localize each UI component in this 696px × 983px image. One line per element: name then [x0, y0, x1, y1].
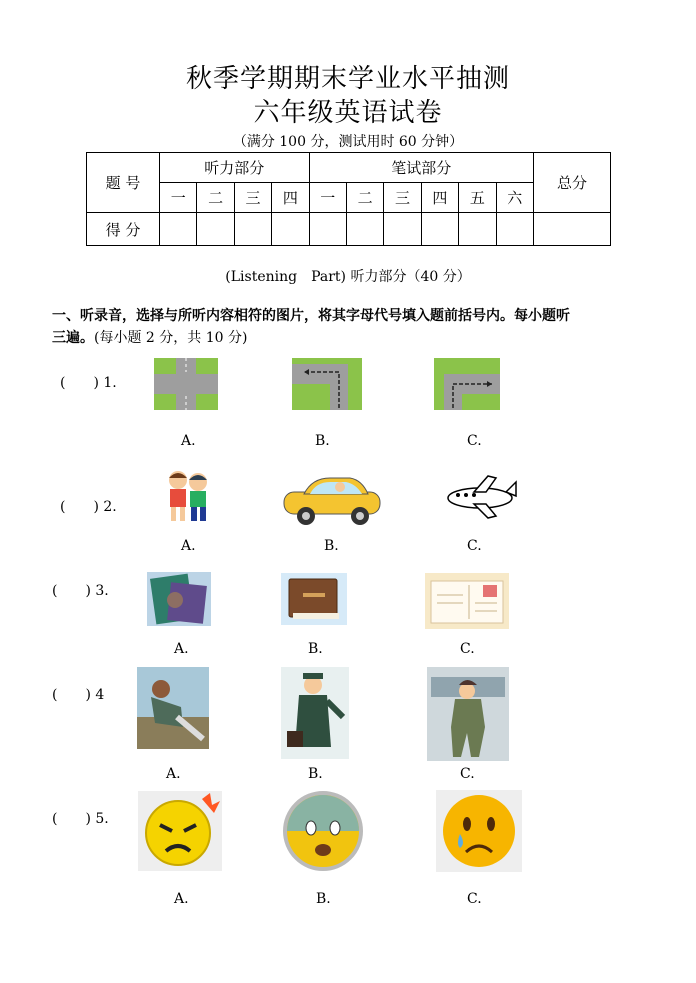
score-table — [86, 152, 611, 246]
score-cell[interactable] — [346, 213, 383, 246]
listening-col: 一 — [160, 183, 197, 213]
crossroads-image — [154, 358, 218, 410]
turn-left-image — [292, 358, 362, 410]
score-cell[interactable] — [421, 213, 458, 246]
question-4-label[interactable]: ( ) 4 — [52, 687, 105, 703]
q4-option-c: C. — [460, 766, 475, 782]
q3-option-b: B. — [308, 641, 323, 657]
exam-subtitle-grade: 六年级英语试卷 — [253, 98, 443, 128]
q1-option-a: A. — [181, 433, 196, 449]
q2-option-a: A. — [181, 538, 196, 554]
written-col: 四 — [421, 183, 458, 213]
q1-option-c: C. — [467, 433, 482, 449]
q3-option-c: C. — [460, 641, 475, 657]
plane-image — [444, 474, 518, 520]
score-cell-total[interactable] — [534, 213, 611, 246]
fisherman-image — [137, 667, 209, 749]
q5-option-b: B. — [316, 891, 331, 907]
question-1-label[interactable]: ( ) 1. — [60, 375, 117, 391]
question-3-label[interactable]: ( ) 3. — [52, 583, 109, 599]
q5-option-c: C. — [467, 891, 482, 907]
listening-col: 三 — [234, 183, 271, 213]
score-cell[interactable] — [384, 213, 421, 246]
q1-option-b: B. — [315, 433, 330, 449]
angry-face-icon — [138, 791, 222, 871]
topic-label: 题 号 — [87, 153, 160, 213]
score-cell[interactable] — [197, 213, 234, 246]
question-5-label[interactable]: ( ) 5. — [52, 811, 109, 827]
postman-image — [281, 667, 349, 759]
taxi-image — [280, 472, 384, 526]
score-cell[interactable] — [496, 213, 533, 246]
q4-option-a: A. — [166, 766, 181, 782]
written-col: 一 — [309, 183, 346, 213]
written-col: 六 — [496, 183, 533, 213]
written-col: 三 — [384, 183, 421, 213]
written-col: 五 — [459, 183, 496, 213]
q5-option-a: A. — [174, 891, 189, 907]
magazine-image — [147, 572, 211, 626]
listening-header: 听力部分 — [160, 153, 310, 183]
book-image — [281, 573, 347, 625]
instruction-line1: 一、听录音，选择与所听内容相符的图片，将其字母代号填入题前括号内。每小题听 — [52, 308, 570, 324]
instruction-line2: 三遍。(每小题 2 分，共 10 分) — [52, 330, 248, 346]
score-cell[interactable] — [459, 213, 496, 246]
listening-col: 四 — [272, 183, 309, 213]
q3-option-a: A. — [174, 641, 189, 657]
walking-children-image — [160, 468, 216, 528]
score-cell[interactable] — [272, 213, 309, 246]
score-cell[interactable] — [160, 213, 197, 246]
listening-col: 二 — [197, 183, 234, 213]
q2-option-b: B. — [324, 538, 339, 554]
exam-title: 秋季学期期末学业水平抽测 — [185, 64, 510, 94]
crying-face-icon — [436, 790, 522, 872]
score-cell[interactable] — [309, 213, 346, 246]
total-header: 总分 — [534, 153, 611, 213]
listening-section-heading: (Listening Part) 听力部分（40 分） — [225, 269, 471, 285]
turn-right-image — [434, 358, 500, 410]
exam-note: （满分 100 分，测试用时 60 分钟） — [232, 134, 464, 150]
q2-option-c: C. — [467, 538, 482, 554]
score-label: 得 分 — [87, 213, 160, 246]
written-col: 二 — [346, 183, 383, 213]
question-2-label[interactable]: ( ) 2. — [60, 499, 117, 515]
postcard-image — [425, 573, 509, 629]
pilot-woman-image — [427, 667, 509, 761]
q4-option-b: B. — [308, 766, 323, 782]
written-header: 笔试部分 — [309, 153, 533, 183]
scared-face-icon — [282, 790, 364, 872]
score-cell[interactable] — [234, 213, 271, 246]
